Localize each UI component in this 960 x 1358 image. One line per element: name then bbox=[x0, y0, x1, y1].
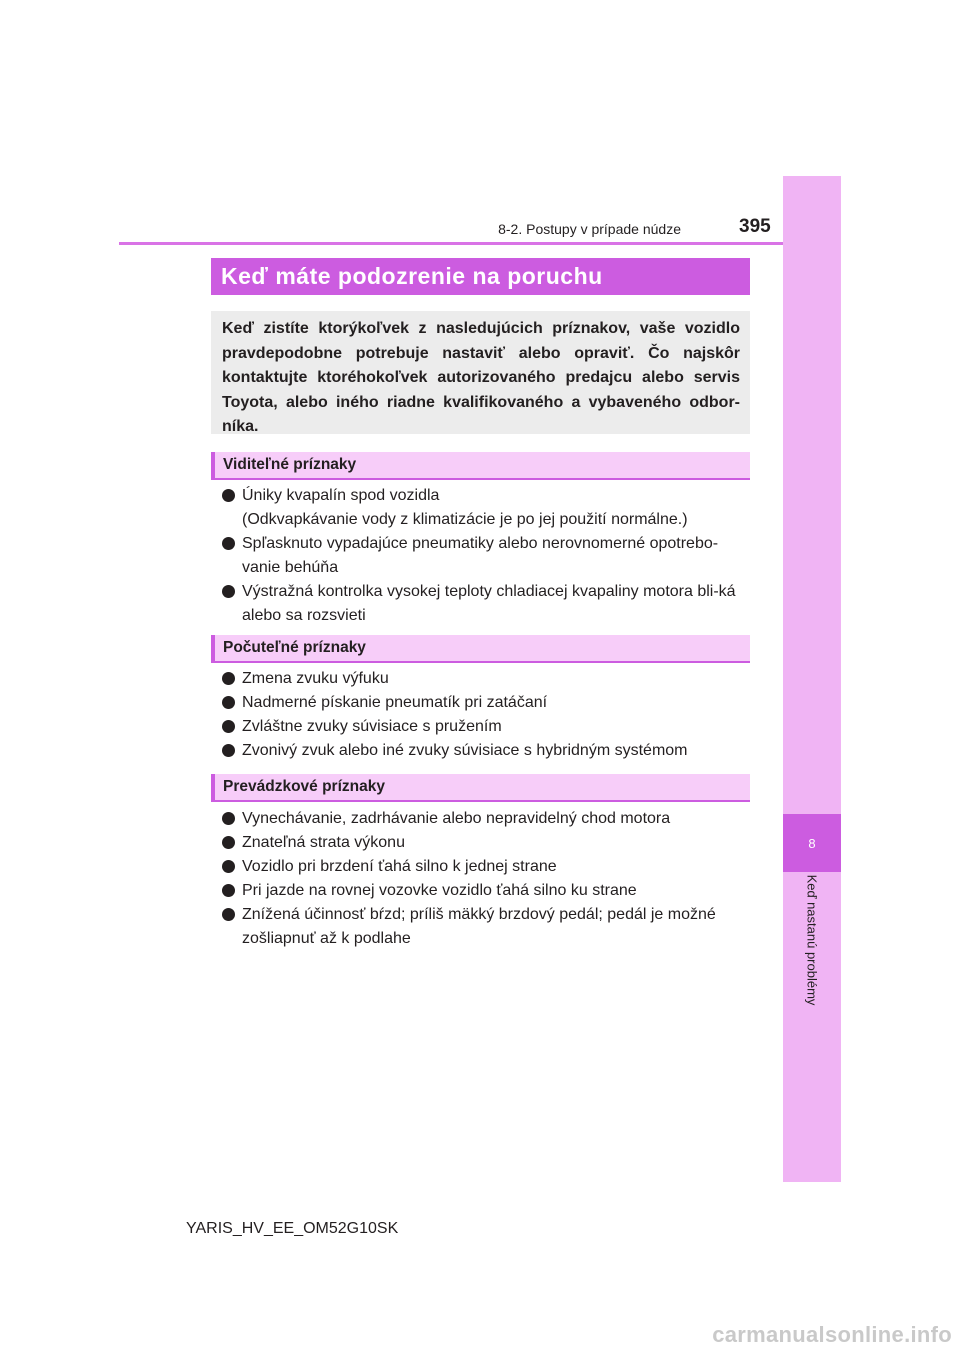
list-item bbox=[222, 484, 750, 532]
list-item bbox=[222, 879, 750, 903]
chapter-label: Keď nastanú problémy bbox=[804, 874, 820, 1006]
chapter-tab[interactable] bbox=[783, 814, 841, 872]
page-title bbox=[211, 258, 750, 295]
section-path: 8-2. Postupy v prípade núdze bbox=[498, 221, 681, 237]
header-rule bbox=[119, 242, 783, 245]
footer-code: YARIS_HV_EE_OM52G10SK bbox=[186, 1220, 399, 1237]
bullet-icon bbox=[222, 672, 235, 685]
list-item bbox=[222, 739, 750, 763]
list-item-text: Vynechávanie, zadrhávanie alebo nepravidelný chod motora bbox=[242, 810, 671, 827]
page-title-text: Keď máte podozrenie na poruchu bbox=[221, 263, 603, 289]
list-item-text: Nadmerné pískanie pneumatík pri zatáčaní bbox=[242, 694, 548, 711]
list-item-text: Úniky kvapalín spod vozidla bbox=[242, 487, 440, 504]
list-item-text: Zvonivý zvuk alebo iné zvuky súvisiace s hybridným systémom bbox=[242, 742, 688, 759]
subhead-label: Prevádzkové príznaky bbox=[223, 778, 385, 795]
bullet-icon bbox=[222, 908, 235, 921]
bullet-icon bbox=[222, 836, 235, 849]
list-visible-symptoms bbox=[222, 484, 750, 628]
bullet-icon bbox=[222, 884, 235, 897]
list-item-text: Výstražná kontrolka vysokej teploty chladiacej kvapaliny motora bli-ká alebo sa rozsvieti bbox=[242, 583, 736, 624]
bullet-icon bbox=[222, 489, 235, 502]
subhead-visible-symptoms bbox=[211, 452, 750, 480]
list-item bbox=[222, 532, 750, 580]
chapter-number: 8 bbox=[808, 835, 816, 851]
bullet-icon bbox=[222, 537, 235, 550]
subhead-label: Viditeľné príznaky bbox=[223, 456, 357, 473]
list-item bbox=[222, 691, 750, 715]
bullet-icon bbox=[222, 696, 235, 709]
subhead-audible-symptoms bbox=[211, 635, 750, 663]
list-item-text: Znížená účinnosť bŕzd; príliš mäkký brzdový pedál; pedál je možné zošliapnuť až k podlahe bbox=[242, 906, 716, 947]
list-item-text: Zmena zvuku výfuku bbox=[242, 670, 389, 687]
bullet-icon bbox=[222, 860, 235, 873]
bullet-icon bbox=[222, 744, 235, 757]
list-item-text: Znateľná strata výkonu bbox=[242, 834, 405, 851]
list-item bbox=[222, 807, 750, 831]
intro-text: Keď zistíte ktorýkoľvek z nasledujúcich príznakov, vaše vozidlo pravdepodobne potrebuje nastaviť alebo opraviť. Čo najskôr kontaktujte ktoréhokoľvek autorizovaného predajcu alebo servis Toyota, alebo iného riadne kvalifikovaného a vybaveného odbor-níka. bbox=[222, 320, 740, 435]
list-item bbox=[222, 831, 750, 855]
bullet-icon bbox=[222, 585, 235, 598]
list-item bbox=[222, 715, 750, 739]
subhead-label: Počuteľné príznaky bbox=[223, 639, 366, 656]
list-operational-symptoms bbox=[222, 807, 750, 951]
page-number: 395 bbox=[739, 216, 771, 237]
list-item-text: Zvláštne zvuky súvisiace s pružením bbox=[242, 718, 502, 735]
bullet-icon bbox=[222, 720, 235, 733]
list-item-text: Vozidlo pri brzdení ťahá silno k jednej strane bbox=[242, 858, 557, 875]
list-audible-symptoms bbox=[222, 667, 750, 763]
watermark: carmanualsonline.info bbox=[712, 1322, 952, 1347]
list-item-text: Spľasknuto vypadajúce pneumatiky alebo nerovnomerné opotrebo-vanie behúňa bbox=[242, 535, 719, 576]
bullet-icon bbox=[222, 812, 235, 825]
list-item bbox=[222, 855, 750, 879]
list-item bbox=[222, 903, 750, 951]
list-item bbox=[222, 667, 750, 691]
side-tab bbox=[783, 176, 841, 1182]
intro-box bbox=[211, 311, 750, 434]
list-item bbox=[222, 580, 750, 628]
list-item-text: Pri jazde na rovnej vozovke vozidlo ťahá silno ku strane bbox=[242, 882, 637, 899]
subhead-operational-symptoms bbox=[211, 774, 750, 802]
list-item-note: (Odkvapkávanie vody z klimatizácie je po jej použití normálne.) bbox=[242, 511, 688, 528]
